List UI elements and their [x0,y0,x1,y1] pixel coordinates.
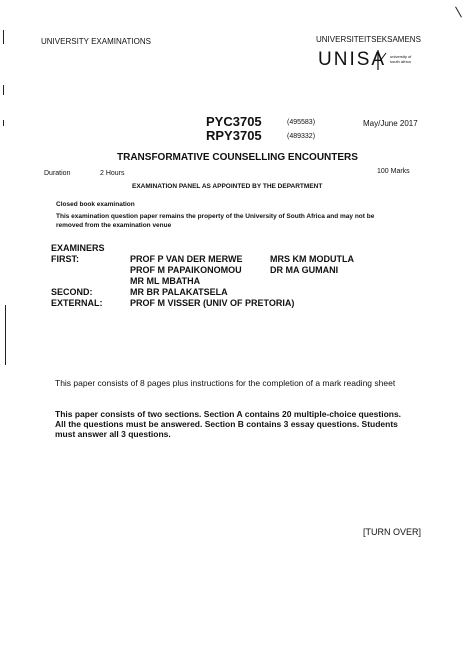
duration-label: Duration [44,170,71,177]
examiner-name: PROF P VAN DER MERWE [130,254,243,264]
examiner-name: PROF M VISSER (UNIV OF PRETORIA) [130,298,295,308]
module-code: RPY3705 [206,128,262,143]
external-label: EXTERNAL: [51,298,103,308]
examination-panel: EXAMINATION PANEL AS APPOINTED BY THE DEPARTMENT [132,183,323,190]
scan-mark [5,305,6,365]
module-code: PYC3705 [206,114,262,129]
scan-mark [3,30,4,44]
duration-value: 2 Hours [100,170,125,177]
scan-mark [3,85,4,95]
first-label: FIRST: [51,254,79,264]
logo-subtext: university of south africa [390,54,412,64]
property-note-line1: This examination question paper remains the property of the University of South Africa and may not be [56,213,375,220]
sections-note-line: This paper consists of two sections. Section A contains 20 multiple-choice questions. [55,409,402,419]
examiner-name: MRS KM MODUTLA [270,254,354,264]
module-number: (489332) [287,133,316,140]
header-right: UNIVERSITEITSEKSAMENS [316,35,421,44]
unisa-logo [318,49,418,75]
logo-emblem-icon [377,49,387,71]
pages-note: This paper consists of 8 pages plus instructions for the completion of a mark reading sheet [55,378,396,388]
examiners-heading: EXAMINERS [51,243,105,253]
module-number: (495583) [287,119,316,126]
examiner-name: MR BR PALAKATSELA [130,287,228,297]
exam-date: May/June 2017 [363,119,418,128]
total-marks: 100 Marks [377,168,410,175]
closed-book-note: Closed book examination [56,201,135,208]
scan-mark [455,7,462,18]
property-note-line2: removed from the examination venue [56,222,172,229]
header-left: UNIVERSITY EXAMINATIONS [41,37,151,46]
turn-over: [TURN OVER] [363,527,422,537]
sections-note-line: All the questions must be answered. Section B contains 3 essay questions. Students [55,419,398,429]
examiner-name: DR MA GUMANI [270,265,339,275]
paper-title: TRANSFORMATIVE COUNSELLING ENCOUNTERS [117,152,358,163]
second-label: SECOND: [51,287,93,297]
examiner-name: MR ML MBATHA [130,276,201,286]
examiner-name: PROF M PAPAIKONOMOU [130,265,242,275]
logo-text: UNISA [318,49,387,70]
sections-note-line: must answer all 3 questions. [55,429,171,439]
scan-mark [3,120,4,126]
